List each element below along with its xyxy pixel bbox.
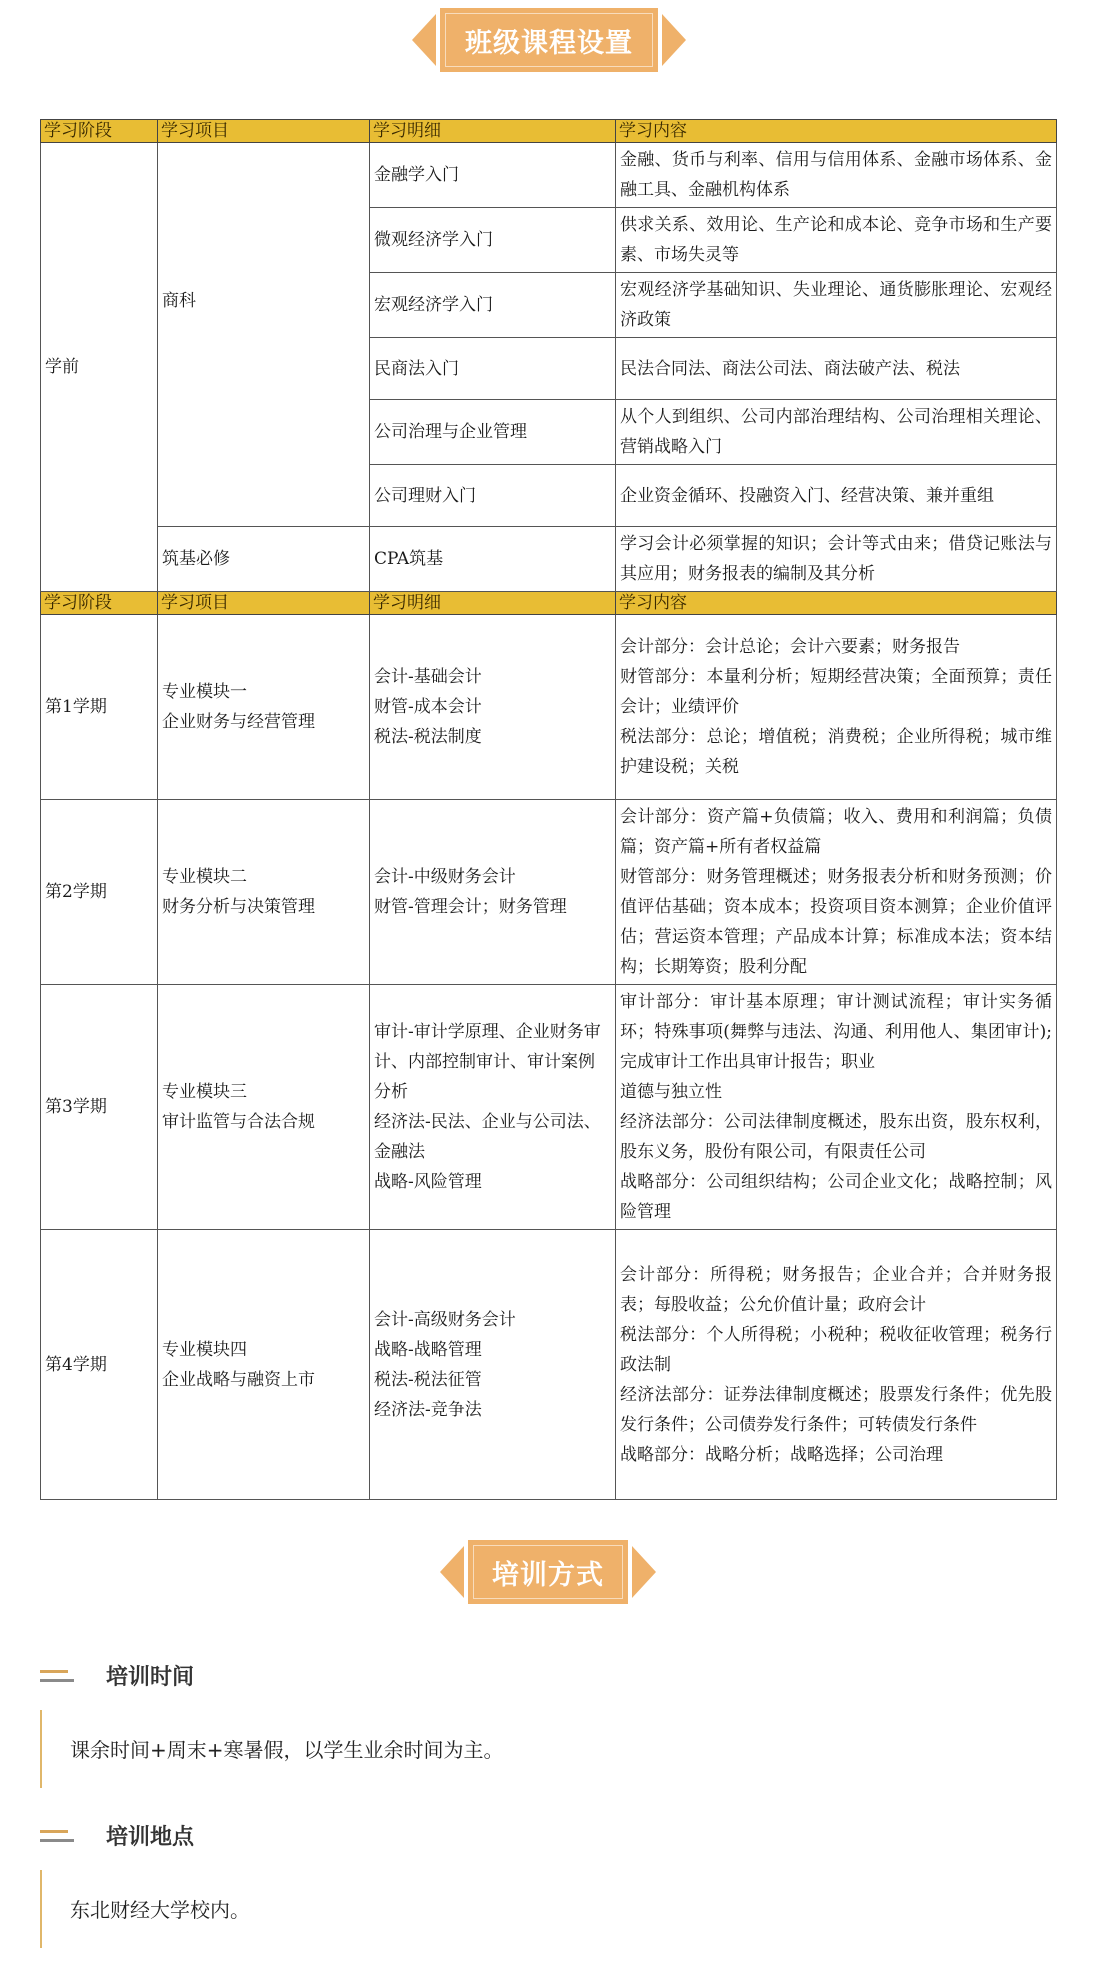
subsection-text: 东北财经大学校内。 [70,1898,250,1922]
section-marker-icon [40,1826,74,1846]
detail-line: 会计-中级财务会计 [374,867,516,887]
detail-cell: 公司治理与企业管理 [370,400,616,465]
module-name: 专业模块四 [162,1339,247,1360]
detail-line: 税法-税法制度 [374,727,482,747]
module-name: 专业模块二 [162,867,247,887]
detail-cell: 宏观经济学入门 [370,273,616,338]
stage-cell: 第3学期 [41,985,158,1230]
content-line: 战略部分：公司组织结构；公司企业文化；战略控制；风险管理 [620,1172,1052,1222]
content-line: 税法部分：个人所得税；小税种；税收征收管理；税务行政法制 [620,1324,1052,1375]
left-arrow-icon [440,1546,464,1598]
module-title: 财务分析与决策管理 [162,897,315,917]
table-row [41,527,1057,592]
section-banner-training [0,1540,1098,1604]
content-line: 经济法部分：证券法律制度概述；股票发行条件；优先股发行条件；公司债券发行条件；可转债发行条件 [620,1384,1052,1435]
subsection-title: 培训地点 [106,1825,195,1850]
table-row [41,800,1057,985]
header-cell: 学习内容 [616,120,1057,143]
content-cell: 金融、货币与利率、信用与信用体系、金融市场体系、金融工具、金融机构体系 [616,143,1057,208]
content-line: 审计部分：审计基本原理；审计测试流程；审计实务循环；特殊事项(舞弊与违法、沟通、利用他人、集团审计);完成审计工作出具审计报告；职业 [620,992,1052,1072]
section-banner-course [0,8,1098,72]
detail-line: 会计-基础会计 [374,667,482,687]
project-cell [158,800,370,985]
table-row [41,143,1057,208]
detail-line: 会计-高级财务会计 [374,1309,516,1330]
subsection-title: 培训时间 [106,1665,195,1690]
project-cell [158,1230,370,1500]
course-table [40,119,1057,1500]
section-title: 培训方式 [468,1540,628,1604]
content-cell: 学习会计必须掌握的知识；会计等式由来；借贷记账法与其应用；财务报表的编制及其分析 [616,527,1057,592]
content-line: 道德与独立性 [620,1082,722,1102]
header-cell: 学习阶段 [41,120,158,143]
module-title: 企业战略与融资上市 [162,1369,315,1390]
detail-cell: 金融学入门 [370,143,616,208]
content-line: 战略部分：战略分析；战略选择；公司治理 [620,1444,943,1465]
detail-line: 审计-审计学原理、企业财务审计、内部控制审计、审计案例分析 [374,1022,601,1102]
content-line: 税法部分：总论；增值税；消费税；企业所得税；城市维护建设税；关税 [620,727,1052,777]
detail-cell: 民商法入门 [370,338,616,400]
stage-cell: 第2学期 [41,800,158,985]
project-cell [158,615,370,800]
section-marker-icon [40,1666,74,1686]
project-cell: 筑基必修 [158,527,370,592]
right-arrow-icon [632,1546,656,1598]
table-row [41,1230,1057,1500]
content-line: 会计部分：会计总论；会计六要素；财务报告 [620,637,960,657]
header-cell: 学习内容 [616,592,1057,615]
detail-line: 经济法-民法、企业与公司法、金融法 [374,1112,601,1162]
content-cell [616,1230,1057,1500]
detail-cell: 公司理财入门 [370,465,616,527]
left-accent-bar [40,1710,42,1788]
detail-line: 税法-税法征管 [374,1369,482,1390]
project-cell [158,985,370,1230]
content-cell [616,615,1057,800]
detail-line: 财管-成本会计 [374,697,482,717]
content-line: 会计部分：所得税；财务报告；企业合并；合并财务报表；每股收益；公允价值计量；政府会计 [620,1264,1052,1315]
header-cell: 学习项目 [158,592,370,615]
detail-line: 财管-管理会计；财务管理 [374,897,567,917]
content-cell: 企业资金循环、投融资入门、经营决策、兼并重组 [616,465,1057,527]
project-cell: 商科 [158,143,370,527]
detail-line: 经济法-竞争法 [374,1399,482,1420]
content-line: 经济法部分：公司法律制度概述，股东出资，股东权利，股东义务，股份有限公司，有限责任公司 [620,1112,1052,1162]
content-cell: 从个人到组织、公司内部治理结构、公司治理相关理论、营销战略入门 [616,400,1057,465]
left-arrow-icon [412,14,436,66]
module-title: 审计监管与合法合规 [162,1112,315,1132]
content-cell: 供求关系、效用论、生产论和成本论、竞争市场和生产要素、市场失灵等 [616,208,1057,273]
stage-cell: 第1学期 [41,615,158,800]
header-cell: 学习明细 [370,592,616,615]
left-accent-bar [40,1870,42,1948]
detail-cell: CPA筑基 [370,527,616,592]
table-header [41,120,1057,143]
header-cell: 学习阶段 [41,592,158,615]
detail-line: 战略-风险管理 [374,1172,482,1192]
stage-cell: 学前 [41,143,158,592]
right-arrow-icon [662,14,686,66]
stage-cell: 第4学期 [41,1230,158,1500]
module-name: 专业模块三 [162,1082,247,1102]
detail-cell [370,800,616,985]
header-cell: 学习明细 [370,120,616,143]
detail-cell: 微观经济学入门 [370,208,616,273]
table-row [41,985,1057,1230]
content-line: 财管部分：本量利分析；短期经营决策；全面预算；责任会计；业绩评价 [620,667,1052,717]
content-cell [616,800,1057,985]
section-title: 班级课程设置 [440,8,658,72]
table-header [41,592,1057,615]
header-cell: 学习项目 [158,120,370,143]
module-title: 企业财务与经营管理 [162,712,315,732]
content-cell [616,985,1057,1230]
detail-cell [370,615,616,800]
subsection-text: 课余时间+周末+寒暑假，以学生业余时间为主。 [70,1738,504,1762]
detail-cell [370,1230,616,1500]
detail-cell [370,985,616,1230]
content-cell: 民法合同法、商法公司法、商法破产法、税法 [616,338,1057,400]
content-cell: 宏观经济学基础知识、失业理论、通货膨胀理论、宏观经济政策 [616,273,1057,338]
content-line: 会计部分：资产篇+负债篇；收入、费用和利润篇；负债篇；资产篇+所有者权益篇 [620,807,1052,857]
detail-line: 战略-战略管理 [374,1339,482,1360]
table-row [41,615,1057,800]
module-name: 专业模块一 [162,682,247,702]
content-line: 财管部分：财务管理概述；财务报表分析和财务预测；价值评估基础；资本成本；投资项目资本测算；企业价值评估；营运资本管理；产品成本计算；标准成本法；资本结构；长期筹资；股利分配 [620,867,1052,977]
